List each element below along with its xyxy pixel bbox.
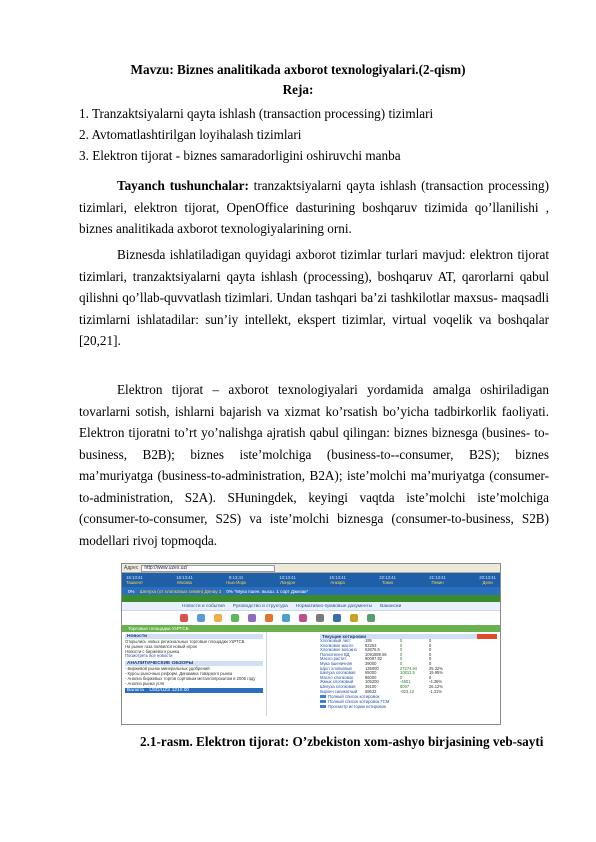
site-nav-item: Вакансии <box>380 603 402 609</box>
key-concepts-label: Tayanch tushunchalar: <box>117 178 249 193</box>
clock-time: 16:13:41 <box>126 575 143 580</box>
quote-cell-name: Хлопковый лист <box>320 638 351 643</box>
analytics-header: АНАЛИТИЧЕСКИЕ ОБЗОРЫ <box>125 661 263 666</box>
quote-cell-name: Кирпич силикатный <box>320 688 358 694</box>
quote-cell-v1: 39000 <box>365 660 377 666</box>
browser-address-bar <box>122 564 500 573</box>
truck-icon <box>333 614 341 622</box>
quote-cell-v3: 0 <box>429 651 432 657</box>
analytics-item: - Анализ рынка угля <box>125 680 165 686</box>
clock-city: Ташкент <box>126 580 143 585</box>
world-clock <box>176 575 193 585</box>
plan-item-3: 3. Elektron tijorat - biznes samaradorligini oshiruvchi manba <box>79 148 401 163</box>
paragraph-e-commerce: Elektron tijorat – axborot texnologiyalari yordamida amalga oshiriladigan tovarlarni sotish, ishlarni bajarish va xizmat ko’rsatish bo’yicha tadbirkorlik faoliyati. Elektron tijoratni to’rt yo’nalishga ajratish qabul qilingan: biznes biznesga (busines- to-business, B2B); biznes iste’molchiga (business-to--consumer, B2S); biznes ma’muriyatga (business-to-administration, B2A); iste’molchi ma’muriyatga (consumer-to-administration, S2A). SHuningdek, keyingi vaqtda iste’molchi iste’molchiga (consumer-to-consumer, S2S) va iste’molchi biznesga (consumer-to-business, S2B) modellari rivoj topmoqda. <box>79 382 549 548</box>
news-item: Новости с биржевого рынка <box>125 648 180 654</box>
quote-cell-v3: 26.12% <box>429 683 443 689</box>
clock-city: Лондон <box>280 580 296 585</box>
world-clock <box>379 575 396 585</box>
quote-cell-v2: 0 <box>400 674 403 680</box>
quote-cell-v1: 69632 <box>365 688 377 694</box>
quote-cell-v3: 0 <box>429 656 432 662</box>
quote-cell-name: Масло растит. <box>320 656 347 662</box>
currency-value: USD/UZS 1210.00 <box>149 688 190 694</box>
ticker-left: 0% <box>128 588 135 594</box>
quote-cell-name: Мука пшеничная <box>320 660 353 666</box>
news-all-link: Посмотреть все новости <box>125 653 173 659</box>
world-clock <box>479 575 496 585</box>
figure-caption: 2.1-rasm. Elektron tijorat: O’zbekiston xom-ashyo birjasining veb-sayti <box>140 734 544 749</box>
clock-city: Дели <box>482 580 493 585</box>
quote-link-text: Просмотр истории котировок <box>328 704 386 710</box>
quote-cell-v1: 39100 <box>365 683 377 689</box>
building-icon <box>197 614 205 622</box>
clock-time: 13:13:41 <box>279 575 296 580</box>
quote-cell-v1: 52263 <box>365 642 377 648</box>
quote-cell-v1: 86000 <box>365 674 377 680</box>
ticker-main: Шелуха (от хлопковых семян) Денау 3 <box>139 588 222 594</box>
world-clock <box>429 575 446 585</box>
quote-cell-v2: 0 <box>400 642 403 648</box>
quote-cell-name: Масло хлопковое <box>320 674 354 680</box>
quote-cell-name: Шелуха хлопковая <box>320 670 356 676</box>
website-screenshot-figure <box>121 563 501 725</box>
flask-icon <box>299 614 307 622</box>
clock-city: Токио <box>381 580 394 585</box>
address-label: Адрес <box>124 565 139 571</box>
quote-cell-v3: -1.31% <box>429 688 442 694</box>
quote-cell-name: Хлопковое волокно <box>320 647 357 653</box>
world-clock <box>226 575 246 585</box>
quote-cell-v2: -4601 <box>400 679 411 685</box>
plan-heading: Reja: <box>282 82 314 97</box>
key-concepts-text: tranzaktsiyalarni qayta ishlash (transaction processing) tizimlari, elektron tijorat, OpenOffice dasturining boshqaruv tizimida qo’llanilishi , biznes analitikada axborot texnologiyalarining orni. <box>79 178 549 236</box>
box-icon <box>367 614 375 622</box>
world-clock <box>329 575 346 585</box>
quote-link-text: Полный список котировок <box>328 694 380 700</box>
quote-cell-v3: -4.36% <box>429 679 442 685</box>
clock-time: 21:13:41 <box>429 575 446 580</box>
quote-cell-v3: 0 <box>429 660 432 666</box>
drop-icon <box>282 614 290 622</box>
quote-cell-v2: 0 <box>400 651 403 657</box>
factory-icon <box>316 614 324 622</box>
clock-city: Нью-Йорк <box>226 580 246 585</box>
site-nav-item: Новости и события <box>182 603 225 609</box>
quote-cell-v1: 53876.5 <box>365 647 380 653</box>
arrow-icon <box>320 695 326 698</box>
quote-cell-name: Полиэтилен ВД <box>320 651 350 657</box>
ticker-right: 0% *Мука пшен. высш. 1 сорт Джизак* <box>226 588 309 594</box>
quote-cell-v1: 65000 <box>365 670 377 676</box>
fire-icon <box>265 614 273 622</box>
paragraph-information-systems: Biznesda ishlatiladigan quyidagi axborot tizimlar turlari mavjud: elektron tijorat tizimlari, tranzaktsiyalarni qayta ishlash (processing), boshqaruv AT, qarorlarni qabul qilishni qo’llab-quvvatlash tizimlari. Undan tashqari ba’zi tashkilotlar maxsus- maqsadli tizimlarni ishlatadilar: sun’iy intellekt, ekspert tizimlar, virtual voqelik va boshqalar [20,21]. <box>79 247 549 348</box>
news-item: Открылись новых региональных торговые площадки УзРТСБ <box>125 639 245 644</box>
arrow-icon <box>320 705 326 708</box>
quote-cell-v1: 195 <box>365 638 372 643</box>
clock-city: Анкара <box>330 580 345 585</box>
analytics-item: - Курсы рыночных реформ. Динамика товарного рынка <box>125 670 233 676</box>
trading-platforms-bar: Торговые площадки УзРТСБ <box>122 625 500 632</box>
news-column <box>122 632 267 716</box>
quote-cell-v1: 105200 <box>365 679 379 685</box>
quote-cell-v3: 0 <box>429 638 432 643</box>
site-header-strip <box>122 595 500 602</box>
document-title: Mavzu: Biznes analitikada axborot texnologiyalari.(2-qism) <box>130 62 466 77</box>
quotes-header-tab <box>477 634 497 639</box>
currency-bar <box>125 688 263 693</box>
gear-icon <box>248 614 256 622</box>
plan-item-2: 2. Avtomatlashtirilgan loyihalash tizimlari <box>79 127 302 142</box>
quote-cell-v3: 0 <box>429 642 432 648</box>
news-item: На рынке газа появился новый игрок <box>125 643 197 649</box>
quote-cell-v3: 0 <box>429 674 432 680</box>
quotes-header: Текущие котировки <box>322 634 367 639</box>
analytics-item: - Анализ биржевых торгов сортовым металлопрокатом в 2005 году <box>125 675 256 681</box>
quote-link-text: Полный список котировок ГСМ <box>328 699 390 705</box>
price-ticker <box>122 587 500 595</box>
coin-icon <box>350 614 358 622</box>
quote-cell-name: Шелуха хлопковая <box>320 683 356 689</box>
quote-cell-v3: 19.95% <box>429 670 443 676</box>
quote-cell-name: Жмых хлопковый <box>320 679 354 685</box>
news-header: Новости <box>125 634 263 639</box>
clock-time: 15:13:41 <box>329 575 346 580</box>
quote-cell-v3: 0 <box>429 647 432 653</box>
quote-link <box>320 704 497 709</box>
quote-cell-v1: 90097.92 <box>365 656 383 662</box>
quote-cell-name: Шрот хлопковый <box>320 665 352 671</box>
clock-time: 16:13:41 <box>176 575 193 580</box>
quotes-column <box>317 632 500 716</box>
world-clock <box>126 575 143 585</box>
quotes-table <box>320 639 446 694</box>
site-nav-item: Руководство и структура <box>232 603 288 609</box>
site-nav <box>122 602 500 611</box>
clock-time: 22:13:41 <box>379 575 396 580</box>
quote-cell-v2: -923.13 <box>400 688 414 694</box>
quote-cell-v2: 0 <box>400 656 403 662</box>
banner-column <box>267 632 317 716</box>
arrow-icon <box>320 700 326 703</box>
site-nav-item: Нормативно-правовые документы <box>295 603 373 609</box>
quote-cell-name: Хлопковое масло <box>320 642 354 648</box>
quote-cell-v1: 1091889.56 <box>365 651 387 657</box>
site-icon-row <box>122 611 500 625</box>
quote-cell-v2: 0 <box>400 660 403 666</box>
clock-time: 20:13:41 <box>479 575 496 580</box>
world-clocks-bar <box>122 573 500 587</box>
clock-city: Москва <box>177 580 192 585</box>
currency-label: Валюта <box>127 688 144 694</box>
shop-icon <box>180 614 188 622</box>
key-concepts-paragraph <box>79 175 549 240</box>
quote-cell-v2: 0 <box>400 638 403 643</box>
site-content <box>122 632 500 716</box>
world-clock <box>279 575 296 585</box>
quote-cell-v1: 135000 <box>365 665 379 671</box>
quote-cell-v2: 8097 <box>400 683 410 689</box>
analytics-item: - Биржевой рынок минеральных удобрений <box>125 666 210 672</box>
chart-icon <box>214 614 222 622</box>
clock-city: Пекин <box>431 580 444 585</box>
quote-cell-v3: 25.32% <box>429 665 443 671</box>
clock-time: 8:13:41 <box>228 575 244 580</box>
quote-cell-v2: 10812.5 <box>400 670 415 676</box>
quote-cell-v2: 27274.94 <box>400 665 418 671</box>
plan-item-1: 1. Tranzaktsiyalarni qayta ishlash (transaction processing) tizimlari <box>79 106 434 121</box>
address-url: http://www.uzex.uz/ <box>141 565 275 572</box>
leaf-icon <box>231 614 239 622</box>
quote-cell-v2: 0 <box>400 647 403 653</box>
